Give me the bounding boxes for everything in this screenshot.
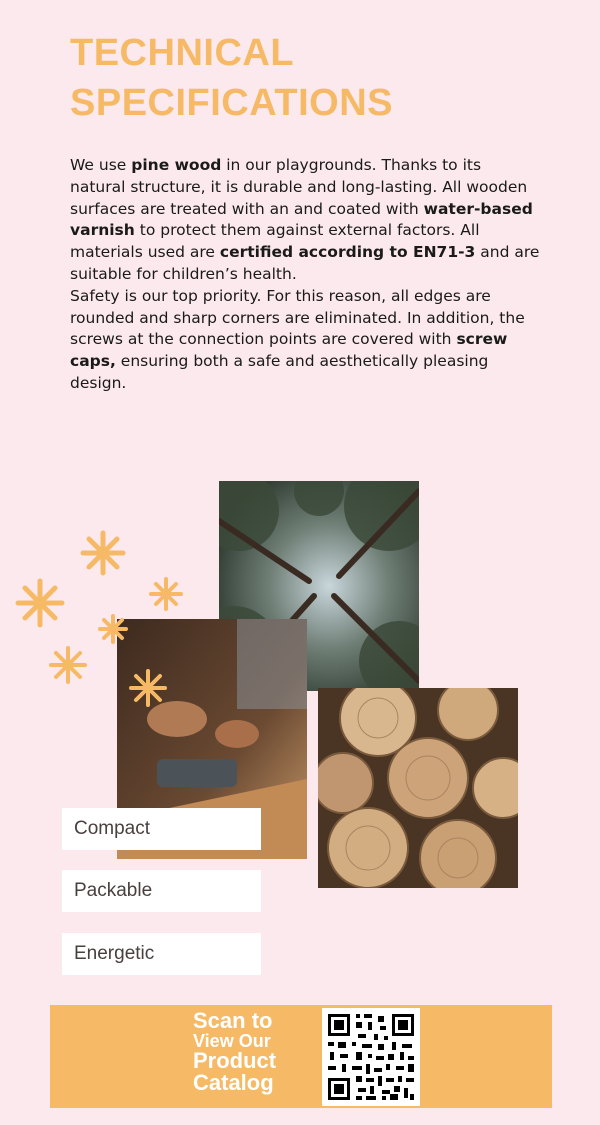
tag-packable: Packable — [62, 870, 261, 912]
highlight-pine-wood: pine wood — [131, 156, 222, 174]
text-run: and are suitable for children’s health. — [70, 243, 540, 283]
description — [70, 155, 540, 395]
text-run: in our playgrounds. Thanks to its natural structure, it is durable and long-lasting. All wooden surfaces are treated with an and coated with — [70, 156, 528, 218]
cta-line-2: View Our — [193, 1031, 271, 1051]
text-run: Safety is our top priority. For this reason, all edges are rounded and sharp corners are eliminated. In addition, the screws at the connection points are covered with — [70, 286, 525, 349]
description-paragraph-2 — [70, 286, 540, 395]
text-run: We use — [70, 156, 132, 174]
sparkle-icon — [12, 575, 68, 631]
scan-cta-text — [193, 1010, 303, 1094]
page-title — [70, 28, 393, 128]
tag-compact: Compact — [62, 808, 261, 850]
sparkle-icon — [126, 666, 170, 710]
sparkle-icon — [147, 575, 185, 613]
highlight-certification: certified according to EN71-3 — [219, 243, 476, 262]
description-paragraph-1 — [70, 155, 540, 286]
title-line-2: SPECIFICATIONS — [70, 82, 393, 124]
title-line-1: TECHNICAL — [70, 32, 295, 74]
cta-line-4: Catalog — [193, 1070, 274, 1095]
highlight-screw-caps: screw caps, — [70, 330, 508, 371]
text-run: ensuring both a safe and aesthetically pleasing design. — [70, 352, 489, 392]
text-run: to protect them against external factors. All materials used are — [70, 221, 480, 262]
qr-code[interactable] — [322, 1008, 420, 1106]
sparkle-icon — [78, 528, 128, 578]
highlight-varnish: water-based varnish — [70, 199, 533, 240]
firewood-logs-photo — [318, 688, 518, 888]
cta-line-1: Scan to — [193, 1008, 273, 1033]
cta-line-3: Product — [193, 1048, 277, 1073]
tag-energetic: Energetic — [62, 933, 261, 975]
sparkle-icon — [46, 643, 90, 687]
sparkle-icon — [96, 612, 130, 646]
